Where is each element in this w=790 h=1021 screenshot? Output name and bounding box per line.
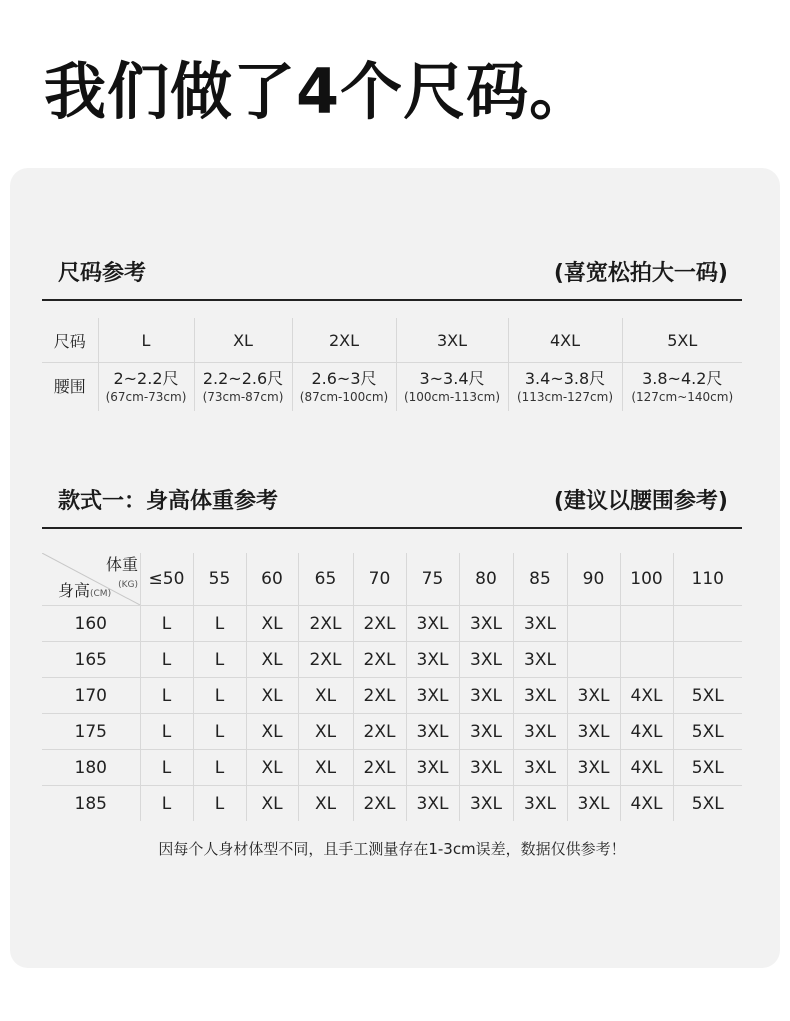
size-recommendation-cell: XL — [298, 750, 353, 786]
size-recommendation-cell: XL — [246, 606, 298, 642]
weight-header-cell: 100 — [620, 553, 673, 606]
size-recommendation-cell: 2XL — [353, 606, 406, 642]
weight-header-cell: 90 — [567, 553, 620, 606]
waist-row-label: 腰围 — [53, 377, 86, 396]
size-recommendation-cell: L — [193, 678, 246, 714]
size-recommendation-cell: 3XL — [513, 678, 567, 714]
waist-cell: 3~3.4尺 (100cm-113cm) — [396, 363, 508, 412]
table-row — [42, 714, 742, 750]
size-reference-header — [42, 256, 742, 301]
weight-header-cell: ≤50 — [140, 553, 193, 606]
height-cell: 180 — [42, 750, 140, 786]
size-row — [42, 318, 742, 363]
size-recommendation-cell — [620, 642, 673, 678]
waist-cell: 2~2.2尺 (67cm-73cm) — [98, 363, 194, 412]
size-recommendation-cell: L — [193, 606, 246, 642]
size-cell: 3XL — [396, 318, 508, 363]
size-recommendation-cell: XL — [298, 678, 353, 714]
page-headline: 我们做了4个尺码。 — [44, 55, 593, 128]
fit-reference-header — [42, 484, 742, 529]
size-recommendation-cell: 3XL — [459, 642, 513, 678]
weight-header-cell: 65 — [298, 553, 353, 606]
size-recommendation-cell: 4XL — [620, 714, 673, 750]
size-recommendation-cell: XL — [246, 750, 298, 786]
waist-cell: 3.4~3.8尺 (113cm-127cm) — [508, 363, 622, 412]
size-recommendation-cell: XL — [246, 642, 298, 678]
size-recommendation-cell — [673, 606, 742, 642]
size-reference-note: (喜宽松拍大一码) — [553, 261, 728, 286]
size-recommendation-cell: 3XL — [567, 750, 620, 786]
size-recommendation-cell: L — [193, 642, 246, 678]
size-recommendation-cell: XL — [298, 786, 353, 822]
size-recommendation-cell: 2XL — [353, 642, 406, 678]
size-recommendation-cell: 4XL — [620, 786, 673, 822]
size-recommendation-cell: XL — [298, 714, 353, 750]
size-recommendation-cell: 2XL — [353, 678, 406, 714]
weight-header-cell: 80 — [459, 553, 513, 606]
size-recommendation-cell: 2XL — [353, 714, 406, 750]
size-recommendation-cell: L — [140, 786, 193, 822]
size-cell: 5XL — [622, 318, 742, 363]
weight-header-cell: 110 — [673, 553, 742, 606]
waist-row — [42, 363, 742, 412]
size-recommendation-cell: 3XL — [459, 786, 513, 822]
fit-reference-note: (建议以腰围参考) — [553, 489, 728, 514]
size-recommendation-cell: L — [193, 750, 246, 786]
size-recommendation-cell: 3XL — [459, 678, 513, 714]
size-recommendation-cell: L — [140, 714, 193, 750]
size-recommendation-cell: 3XL — [513, 786, 567, 822]
size-recommendation-cell: 3XL — [459, 714, 513, 750]
size-recommendation-cell — [567, 606, 620, 642]
size-recommendation-cell: 3XL — [459, 606, 513, 642]
size-recommendation-cell: 3XL — [406, 714, 459, 750]
waist-cell: 2.2~2.6尺 (73cm-87cm) — [194, 363, 292, 412]
size-recommendation-cell: 5XL — [673, 714, 742, 750]
size-recommendation-cell: L — [140, 750, 193, 786]
height-axis-label: 身高(CM) — [58, 581, 112, 600]
height-cell: 175 — [42, 714, 140, 750]
table-row — [42, 786, 742, 822]
size-recommendation-cell: XL — [246, 678, 298, 714]
height-cell: 160 — [42, 606, 140, 642]
size-recommendation-cell: 4XL — [620, 750, 673, 786]
waist-cell: 2.6~3尺 (87cm-100cm) — [292, 363, 396, 412]
size-recommendation-cell — [620, 606, 673, 642]
size-reference-title: 尺码参考 — [58, 261, 147, 286]
weight-header-row — [42, 553, 742, 606]
weight-header-cell: 55 — [193, 553, 246, 606]
size-recommendation-cell: 4XL — [620, 678, 673, 714]
size-recommendation-cell: 3XL — [406, 786, 459, 822]
size-recommendation-cell: 5XL — [673, 786, 742, 822]
weight-header-cell: 85 — [513, 553, 567, 606]
waist-cell: 3.8~4.2尺 (127cm~140cm) — [622, 363, 742, 412]
size-cell: 2XL — [292, 318, 396, 363]
size-recommendation-cell: L — [140, 678, 193, 714]
height-cell: 170 — [42, 678, 140, 714]
table-row — [42, 678, 742, 714]
size-cell: L — [98, 318, 194, 363]
table-row — [42, 750, 742, 786]
size-recommendation-cell: 2XL — [298, 642, 353, 678]
size-recommendation-cell: 2XL — [353, 750, 406, 786]
size-cell: 4XL — [508, 318, 622, 363]
size-recommendation-cell — [673, 642, 742, 678]
size-recommendation-cell: L — [193, 786, 246, 822]
size-recommendation-cell: XL — [246, 714, 298, 750]
size-recommendation-cell: 3XL — [406, 642, 459, 678]
size-recommendation-cell: 3XL — [513, 714, 567, 750]
weight-header-cell: 75 — [406, 553, 459, 606]
size-recommendation-cell: 5XL — [673, 750, 742, 786]
height-weight-table — [42, 553, 742, 821]
weight-header-cell: 60 — [246, 553, 298, 606]
size-recommendation-cell: 3XL — [513, 642, 567, 678]
size-recommendation-cell: 3XL — [406, 606, 459, 642]
size-recommendation-cell: XL — [246, 786, 298, 822]
size-recommendation-cell: L — [140, 606, 193, 642]
size-cell: XL — [194, 318, 292, 363]
size-recommendation-cell: L — [140, 642, 193, 678]
size-recommendation-cell: 3XL — [406, 750, 459, 786]
size-recommendation-cell: 3XL — [567, 786, 620, 822]
size-waist-table — [42, 318, 742, 411]
table-row — [42, 606, 742, 642]
table-row — [42, 642, 742, 678]
size-recommendation-cell: 5XL — [673, 678, 742, 714]
size-recommendation-cell — [567, 642, 620, 678]
size-recommendation-cell: 3XL — [459, 750, 513, 786]
size-recommendation-cell: L — [193, 714, 246, 750]
weight-header-cell: 70 — [353, 553, 406, 606]
size-recommendation-cell: 2XL — [298, 606, 353, 642]
size-row-label: 尺码 — [42, 318, 98, 363]
table-corner — [42, 553, 140, 606]
size-recommendation-cell: 3XL — [406, 678, 459, 714]
size-recommendation-cell: 3XL — [513, 750, 567, 786]
fit-reference-title: 款式一：身高体重参考 — [58, 489, 279, 514]
disclaimer-note: 因每个人身材体型不同，且手工测量存在1-3cm误差，数据仅供参考！ — [158, 840, 626, 858]
weight-axis-label: 体重 (KG) — [105, 555, 138, 590]
height-cell: 185 — [74, 793, 107, 814]
height-cell: 165 — [42, 642, 140, 678]
size-recommendation-cell: 3XL — [513, 606, 567, 642]
size-recommendation-cell: 2XL — [353, 786, 406, 822]
size-recommendation-cell: 3XL — [567, 714, 620, 750]
size-recommendation-cell: 3XL — [567, 678, 620, 714]
